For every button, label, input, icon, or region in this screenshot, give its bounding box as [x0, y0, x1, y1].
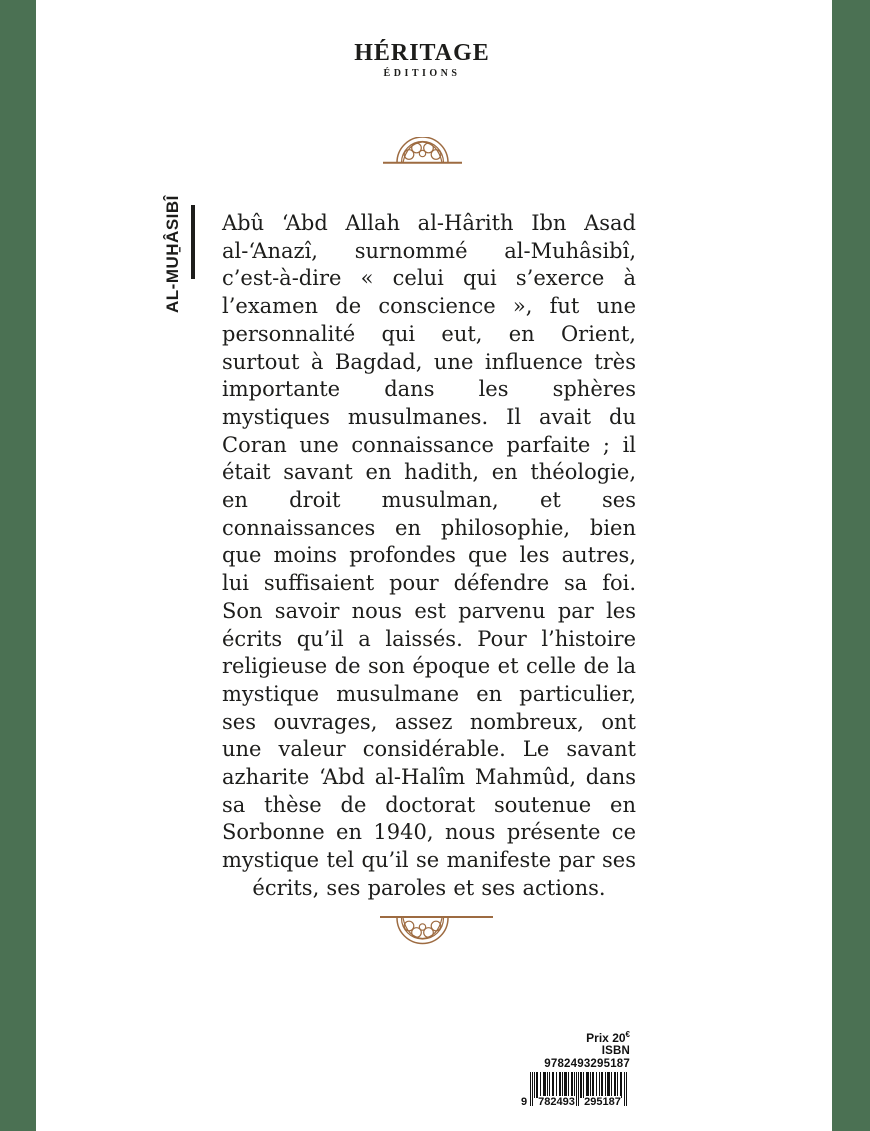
publisher-logo — [122, 40, 722, 80]
back-cover-description: Abû ‘Abd Allah al-Hârith Ibn Asad al-‘Anazî, surnommé al-Muhâsibî, c’est-à-dire « celui qui s’exerce à l’examen de conscience », fut une personnalité qui eut, en Orient, surtout à Bagdad, une influence très importante dans les sphères mystiques musulmanes. Il avait du Coran une connaissance parfaite ; il était savant en hadith, en théologie, en droit musulman, et ses connaissances en philosophie, bien que moins profondes que les autres, lui suffisaient pour défendre sa foi. Son savoir nous est parvenu par les écrits qu’il a laissés. Pour l’histoire religieuse de son époque et celle de la mystique musulmane en particulier, ses ouvrages, assez nombreux, ont une valeur considérable. Le savant azharite ‘Abd al-Halîm Mahmûd, dans sa thèse de doctorat soutenue en Sorbonne en 1940, nous présente ce mystique tel qu’il se manifeste par ses écrits, ses paroles et ses actions. — [222, 211, 636, 900]
spine-title: AL-MUH̱ÂSIBÎ — [163, 195, 182, 313]
barcode-digits-group1: 782493 — [538, 1096, 575, 1108]
dome-ornament-inverted-icon — [380, 915, 493, 949]
price-value: Prix 20 — [586, 1031, 626, 1045]
dome-ornament-icon — [383, 137, 462, 169]
barcode-check-digit: 9 — [521, 1096, 528, 1108]
isbn-label: ISBN 9782493295187 — [544, 1045, 630, 1070]
publisher-name: HÉRITAGE — [354, 40, 490, 66]
cover-edge-left — [0, 0, 36, 1131]
barcode-digits-group2: 295187 — [584, 1096, 621, 1108]
barcode-block — [520, 1028, 630, 1112]
spine-divider-rule — [191, 205, 195, 279]
price-label — [520, 1028, 630, 1045]
cover-edge-right — [832, 0, 870, 1131]
publisher-subtitle: ÉDITIONS — [383, 68, 461, 79]
ean13-barcode — [521, 1072, 630, 1112]
price-currency: € — [625, 1030, 630, 1039]
barcode-digits — [521, 1096, 630, 1109]
